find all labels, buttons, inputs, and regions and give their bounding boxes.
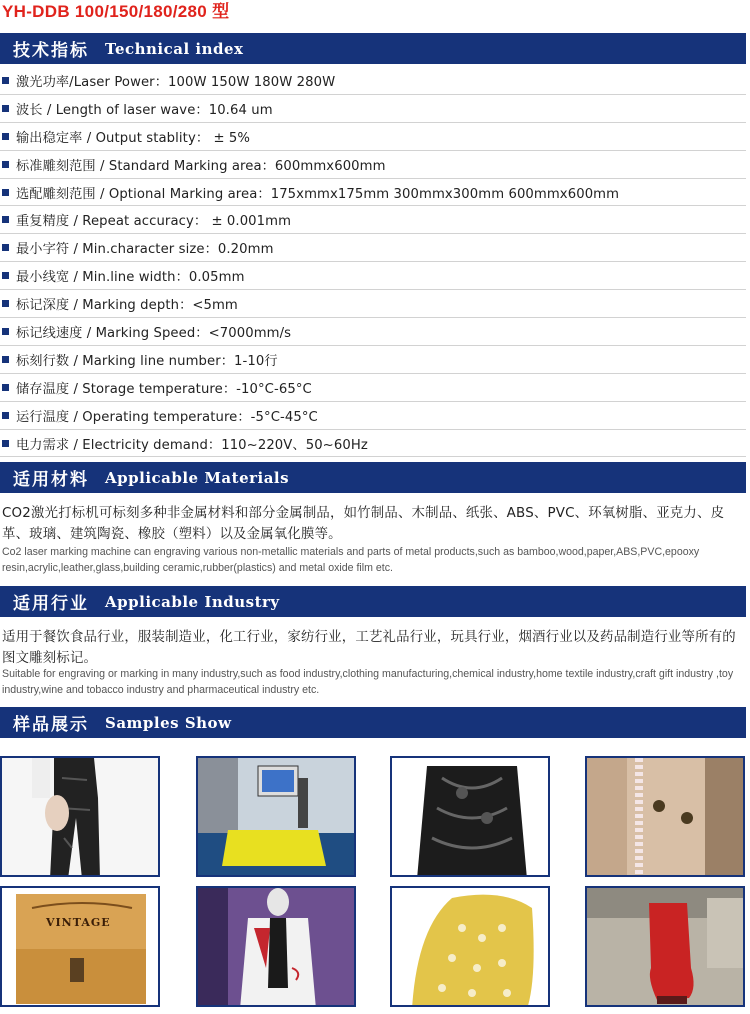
bullet-icon	[2, 105, 9, 112]
spec-text: 标准雕刻范围 / Standard Marking area：600mmx600mm	[16, 158, 386, 174]
section-title-cn: 样品展示	[13, 715, 89, 735]
spec-text: 标刻行数 / Marking line number：1-10行	[16, 353, 278, 369]
section-title-en: Technical index	[105, 39, 244, 58]
bullet-icon	[2, 272, 9, 279]
section-header-samples	[0, 707, 746, 738]
spec-row	[0, 179, 746, 207]
sample-photo-boot	[585, 886, 745, 1007]
spec-text: 最小线宽 / Min.line width：0.05mm	[16, 270, 245, 286]
materials-text-cn: CO2激光打标机可标刻多种非金属材料和部分金属制品，如竹制品、木制品、纸张、ABS、PVC、环氧树脂、亚克力、皮革、玻璃、建筑陶瓷、橡胶（塑料）以及金属氧化膜等。	[2, 506, 725, 542]
bullet-icon	[2, 384, 9, 391]
bullet-icon	[2, 189, 9, 196]
spec-row	[0, 290, 746, 318]
section-header-materials	[0, 462, 746, 493]
spec-text: 标记深度 / Marking depth：<5mm	[16, 298, 238, 314]
bullet-icon	[2, 300, 9, 307]
bullet-icon	[2, 440, 9, 447]
sample-photo-coat	[585, 756, 745, 877]
box-caption: VINTAGE	[46, 916, 111, 929]
sample-photo-jeans	[0, 756, 160, 877]
spec-text: 运行温度 / Operating temperature：-5°C-45°C	[16, 409, 318, 425]
spec-text: 标记线速度 / Marking Speed：<7000mm/s	[16, 325, 292, 341]
section-title-cn: 技术指标	[13, 41, 89, 61]
spec-text: 选配雕刻范围 / Optional Marking area：175xmmx175mm 300mmx300mm 600mmx600mm	[16, 186, 620, 202]
spec-text: 储存温度 / Storage temperature：-10°C-65°C	[16, 381, 312, 397]
bullet-icon	[2, 133, 9, 140]
spec-text: 波长 / Length of laser wave：10.64 um	[16, 102, 273, 118]
spec-row	[0, 151, 746, 179]
spec-row	[0, 430, 746, 458]
spec-list	[0, 67, 746, 457]
industry-text-en: Suitable for engraving or marking in many industry,such as food industry,clothing manufacturing,chemical industry,home textile industry,craft gift industry ,toy industry,wine and tobacco industry and pharmaceutical industry etc.	[2, 668, 734, 696]
spec-row	[0, 346, 746, 374]
bullet-icon	[2, 356, 9, 363]
spec-text: 输出稳定率 / Output stablity： ± 5%	[16, 130, 251, 146]
bullet-icon	[2, 412, 9, 419]
bullet-icon	[2, 216, 9, 223]
spec-text: 最小字符 / Min.character size：0.20mm	[16, 242, 274, 258]
bullet-icon	[2, 77, 9, 84]
section-title-en: Applicable Materials	[105, 468, 290, 487]
spec-row	[0, 374, 746, 402]
spec-text: 重复精度 / Repeat accuracy： ± 0.001mm	[16, 214, 292, 230]
spec-row	[0, 206, 746, 234]
spec-row	[0, 67, 746, 95]
bullet-icon	[2, 244, 9, 251]
spec-text: 电力需求 / Electricity demand：110~220V、50~60Hz	[16, 437, 368, 453]
section-header-technical	[0, 33, 746, 64]
section-title-cn: 适用材料	[13, 470, 89, 490]
section-header-industry	[0, 586, 746, 617]
industry-text-cn: 适用于餐饮食品行业，服装制造业，化工行业，家纺行业，工艺礼品行业，玩具行业，烟酒行业以及药品制造行业等所有的图文雕刻标记。	[2, 630, 736, 666]
bullet-icon	[2, 161, 9, 168]
spec-row	[0, 123, 746, 151]
sample-photo-wooden-box	[0, 886, 160, 1007]
section-title-cn: 适用行业	[13, 594, 89, 614]
sample-photo-machine	[196, 756, 356, 877]
spec-row	[0, 318, 746, 346]
bullet-icon	[2, 328, 9, 335]
model-title: YH-DDB 100/150/180/280 型	[2, 2, 230, 21]
spec-row	[0, 262, 746, 290]
sample-photo-leather-jacket	[390, 756, 550, 877]
spec-text: 激光功率/Laser Power：100W 150W 180W 280W	[16, 74, 336, 90]
section-title-en: Samples Show	[105, 713, 232, 732]
materials-text-en: Co2 laser marking machine can engraving various non-metallic materials and parts of metal products,such as bamboo,wood,paper,ABS,PVC,epooxy resin,acrylic,leather,glass,building ceramic,rubber(plastics) and metal oxide film etc.	[2, 546, 700, 574]
sample-photo-mannequin	[196, 886, 356, 1007]
spec-row	[0, 234, 746, 262]
spec-row	[0, 402, 746, 430]
section-title-en: Applicable Industry	[105, 592, 280, 611]
spec-row	[0, 95, 746, 123]
sample-photo-shoe	[390, 886, 550, 1007]
